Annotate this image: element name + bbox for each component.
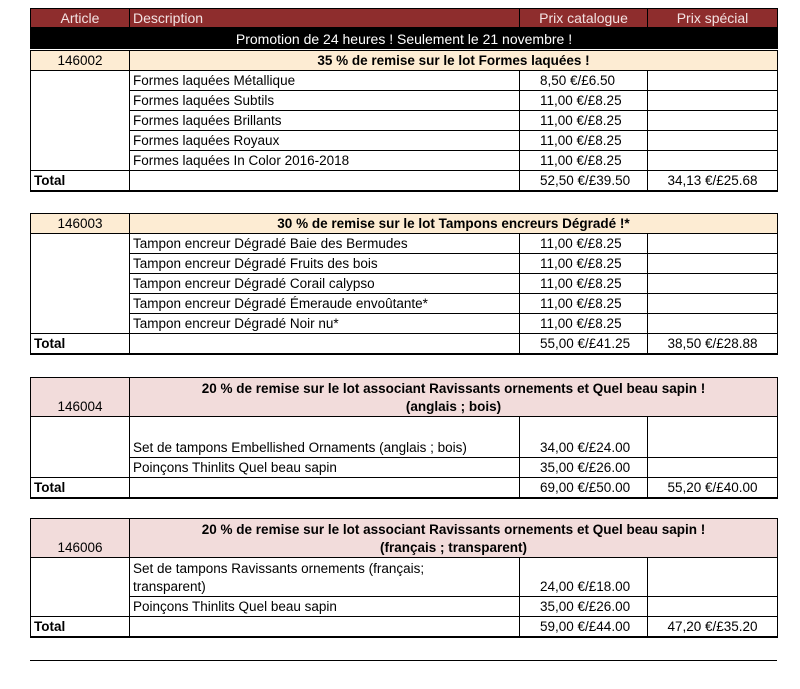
table-row [31,417,778,458]
total-row [31,171,778,192]
empty-cell [31,558,130,617]
item-price: 11,00 €/£8.25 [520,294,648,314]
item-special-price [648,151,778,171]
lot-title-row [31,519,778,558]
item-price: 11,00 €/£8.25 [520,274,648,294]
item-description: Formes laquées Métallique [130,71,520,91]
item-special-price [648,111,778,131]
table-row [31,91,778,111]
total-label: Total [31,478,130,499]
lot-table [30,50,778,192]
column-header-row [31,9,778,28]
item-description: Formes laquées In Color 2016-2018 [130,151,520,171]
item-description: Tampon encreur Dégradé Noir nu* [130,314,520,334]
item-price: 11,00 €/£8.25 [520,254,648,274]
total-special-price: 38,50 €/£28.88 [648,334,778,355]
table-row [31,111,778,131]
total-label: Total [31,617,130,638]
total-special-price: 55,20 €/£40.00 [648,478,778,499]
total-special-price: 47,20 €/£35.20 [648,617,778,638]
table-row [31,131,778,151]
item-description: Poinçons Thinlits Quel beau sapin [130,458,520,478]
total-label: Total [31,334,130,355]
lot-table [30,518,778,638]
lot-article-number: 146006 [31,519,130,558]
total-catalog-price: 55,00 €/£41.25 [520,334,648,355]
lot-title: 30 % de remise sur le lot Tampons encreurs Dégradé !* [130,214,778,234]
item-description: Poinçons Thinlits Quel beau sapin [130,597,520,617]
empty-cell [130,478,520,499]
item-description: Formes laquées Subtils [130,91,520,111]
item-special-price [648,558,778,597]
lot-title [130,519,778,558]
empty-cell [31,71,130,171]
item-description: Tampon encreur Dégradé Émeraude envoûtante* [130,294,520,314]
item-special-price [648,458,778,478]
item-price: 11,00 €/£8.25 [520,314,648,334]
promo-banner: Promotion de 24 heures ! Seulement le 21 novembre ! [31,28,778,49]
empty-cell [31,234,130,334]
lot-table [30,213,778,355]
table-row [31,294,778,314]
item-special-price [648,294,778,314]
table-row [31,314,778,334]
item-price: 35,00 €/£26.00 [520,458,648,478]
total-row [31,478,778,499]
header-table [30,8,778,49]
item-price: 34,00 €/£24.00 [520,417,648,458]
lot-title-row [31,378,778,417]
item-special-price [648,91,778,111]
table-row [31,234,778,254]
header-special-price: Prix spécial [648,9,778,28]
empty-cell [130,617,520,638]
lot-title-line: 20 % de remise sur le lot associant Ravissants ornements et Quel beau sapin ! [201,381,706,396]
empty-cell [130,171,520,192]
header-catalog-price: Prix catalogue [520,9,648,28]
table-row [31,151,778,171]
item-description: Set de tampons Embellished Ornaments (anglais ; bois) [130,417,520,458]
lot-table [30,377,778,499]
item-special-price [648,234,778,254]
item-description: Tampon encreur Dégradé Baie des Bermudes [130,234,520,254]
item-special-price [648,314,778,334]
lot-article-number: 146002 [31,51,130,71]
lot-article-number: 146004 [31,378,130,417]
header-description: Description [130,9,520,28]
lot-title-line: 20 % de remise sur le lot associant Ravissants ornements et Quel beau sapin ! [201,522,706,537]
table-row [31,254,778,274]
item-description [130,558,520,597]
item-special-price [648,131,778,151]
promo-banner-row [31,28,778,49]
total-catalog-price: 52,50 €/£39.50 [520,171,648,192]
item-description: Formes laquées Brillants [130,111,520,131]
total-catalog-price: 59,00 €/£44.00 [520,617,648,638]
lot-article-number: 146003 [31,214,130,234]
item-price: 11,00 €/£8.25 [520,131,648,151]
table-row [31,597,778,617]
total-label: Total [31,171,130,192]
bottom-divider [30,660,777,661]
table-row [31,71,778,91]
item-special-price [648,71,778,91]
item-special-price [648,254,778,274]
item-price: 35,00 €/£26.00 [520,597,648,617]
item-description: Tampon encreur Dégradé Fruits des bois [130,254,520,274]
table-row [31,274,778,294]
lot-title-row [31,51,778,71]
item-description-line: Set de tampons Ravissants ornements (français; [133,561,425,576]
item-price: 11,00 €/£8.25 [520,91,648,111]
item-description: Formes laquées Royaux [130,131,520,151]
item-price: 11,00 €/£8.25 [520,151,648,171]
item-special-price [648,597,778,617]
item-price: 8,50 €/£6.50 [520,71,648,91]
table-row [31,558,778,597]
item-special-price [648,274,778,294]
empty-cell [31,417,130,478]
item-description-line: transparent) [133,579,206,594]
table-row [31,458,778,478]
total-special-price: 34,13 €/£25.68 [648,171,778,192]
header-article: Article [31,9,130,28]
item-price: 11,00 €/£8.25 [520,111,648,131]
empty-cell [130,334,520,355]
item-price: 11,00 €/£8.25 [520,234,648,254]
total-row [31,334,778,355]
lot-title-row [31,214,778,234]
item-description: Tampon encreur Dégradé Corail calypso [130,274,520,294]
total-row [31,617,778,638]
item-special-price [648,417,778,458]
total-catalog-price: 69,00 €/£50.00 [520,478,648,499]
lot-title-line: (français ; transparent) [379,540,528,555]
lot-title [130,378,778,417]
lot-title: 35 % de remise sur le lot Formes laquées ! [130,51,778,71]
item-price: 24,00 €/£18.00 [520,558,648,597]
lot-title-line: (anglais ; bois) [405,399,502,414]
